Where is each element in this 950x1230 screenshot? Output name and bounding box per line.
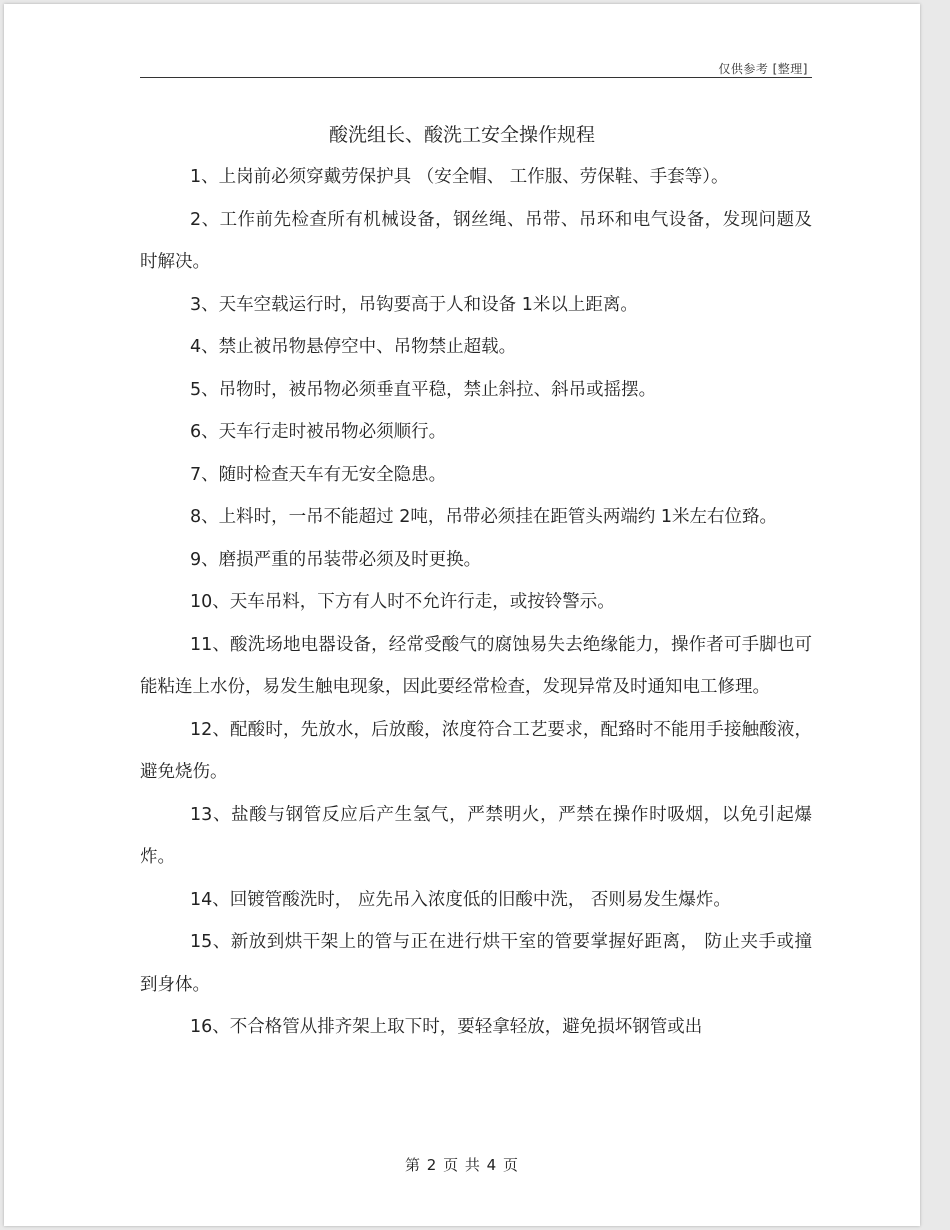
document-page	[4, 4, 920, 1226]
rule-item: 13、盐酸与钢管反应后产生氢气，严禁明火，严禁在操作时吸烟，以免引起爆炸。	[140, 804, 812, 867]
document-body	[140, 156, 812, 1049]
rule-item: 12、配酸时，先放水，后放酸，浓度符合工艺要求，配臵时不能用手接触酸液，避免烧伤。	[140, 719, 812, 782]
header-divider	[140, 77, 812, 78]
page-number: 第 2 页 共 4 页	[405, 1156, 519, 1174]
rule-item: 16、不合格管从排齐架上取下时，要轻拿轻放，避免损坏钢管或出	[190, 1017, 703, 1037]
header-note: 仅供参考 [整理]	[718, 62, 808, 76]
rule-item: 10、天车吊料，下方有人时不允许行走，或按铃警示。	[190, 592, 615, 612]
rule-item: 5、吊物时，被吊物必须垂直平稳，禁止斜拉、斜吊或摇摆。	[190, 379, 657, 400]
rule-item: 14、回镀管酸洗时， 应先吊入浓度低的旧酸中洗， 否则易发生爆炸。	[190, 889, 731, 910]
rule-item: 2、工作前先检查所有机械设备，钢丝绳、吊带、吊环和电气设备，发现问题及时解决。	[140, 209, 812, 272]
rule-item: 15、新放到烘干架上的管与正在进行烘干室的管要掌握好距离， 防止夹手或撞到身体。	[140, 932, 812, 995]
rule-item: 9、磨损严重的吊装带必须及时更换。	[190, 549, 482, 570]
rule-item: 1、上岗前必须穿戴劳保护具 （安全帽、 工作服、劳保鞋、手套等）。	[190, 167, 729, 187]
rule-item: 6、天车行走时被吊物必须顺行。	[190, 422, 447, 442]
rule-item: 7、随时检查天车有无安全隐患。	[190, 464, 447, 485]
rule-item: 3、天车空载运行时，吊钩要高于人和设备 1米以上距离。	[190, 294, 638, 315]
rule-item: 4、禁止被吊物悬停空中、吊物禁止超载。	[190, 337, 517, 357]
document-title: 酸洗组长、酸洗工安全操作规程	[328, 124, 595, 146]
rule-item: 8、上料时，一吊不能超过 2吨，吊带必须挂在距管头两端约 1米左右位臵。	[190, 507, 778, 527]
rule-item: 11、酸洗场地电器设备，经常受酸气的腐蚀易失去绝缘能力，操作者可手脚也可能粘连上水份，易发生触电现象，因此要经常检查，发现异常及时通知电工修理。	[140, 634, 812, 697]
